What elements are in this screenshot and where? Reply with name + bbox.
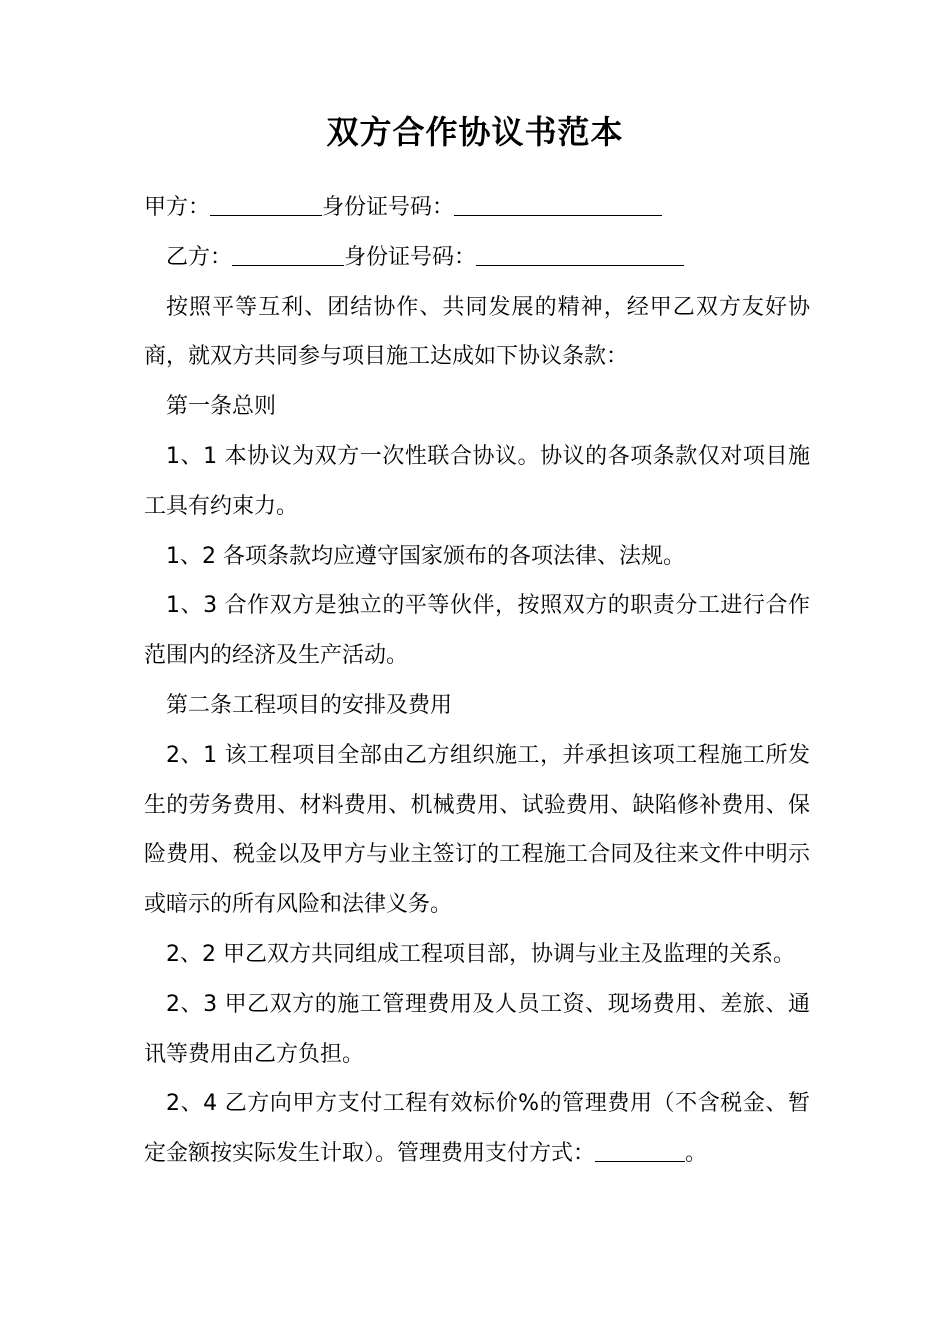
document-title: 双方合作协议书范本: [326, 113, 624, 151]
clause-2-1: 2、1 该工程项目全部由乙方组织施工，并承担该项工程施工所发生的劳务费用、材料费用、机械费用、试验费用、缺陷修补费用、保险费用、税金以及甲方与业主签订的工程施工合同及往来文件中明示或暗示的所有风险和法律义务。: [144, 742, 810, 918]
party-b-name-blank: [232, 242, 344, 266]
payment-method-blank: [595, 1138, 685, 1162]
clause-2-4-text: 2、4 乙方向甲方支付工程有效标价%的管理费用（不含税金、暂定金额按实际发生计取）。管理费用支付方式：: [144, 1091, 810, 1167]
clause-1-2: 1、2 各项条款均应遵守国家颁布的各项法律、法规。: [166, 543, 685, 569]
document-body: [144, 183, 810, 1179]
clause-2-4-end: 。: [685, 1141, 708, 1167]
party-a-label: 甲方：: [144, 195, 211, 220]
clause-1-3: 1、3 合作双方是独立的平等伙伴，按照双方的职责分工进行合作范围内的经济及生产活动。: [144, 593, 810, 669]
party-a-line: [144, 183, 810, 233]
party-b-line: [144, 233, 810, 283]
preamble-paragraph: 按照平等互利、团结协作、共同发展的精神，经甲乙双方友好协商，就双方共同参与项目施工达成如下协议条款：: [144, 294, 810, 370]
clause-1-1: 1、1 本协议为双方一次性联合协议。协议的各项条款仅对项目施工具有约束力。: [144, 443, 810, 519]
party-b-id-blank: [476, 242, 684, 266]
article-1-heading: 第一条总则: [166, 394, 277, 420]
clause-2-2: 2、2 甲乙双方共同组成工程项目部，协调与业主及监理的关系。: [166, 941, 795, 967]
clause-2-4: [144, 1079, 810, 1179]
clause-2-3: 2、3 甲乙双方的施工管理费用及人员工资、现场费用、差旅、通讯等费用由乙方负担。: [144, 991, 810, 1067]
party-a-id-blank: [454, 192, 662, 216]
party-a-id-label: 身份证号码：: [322, 195, 455, 220]
party-b-label: 乙方：: [166, 244, 233, 270]
party-b-id-label: 身份证号码：: [344, 244, 477, 270]
party-a-name-blank: [210, 192, 322, 216]
article-2-heading: 第二条工程项目的安排及费用: [166, 692, 453, 718]
